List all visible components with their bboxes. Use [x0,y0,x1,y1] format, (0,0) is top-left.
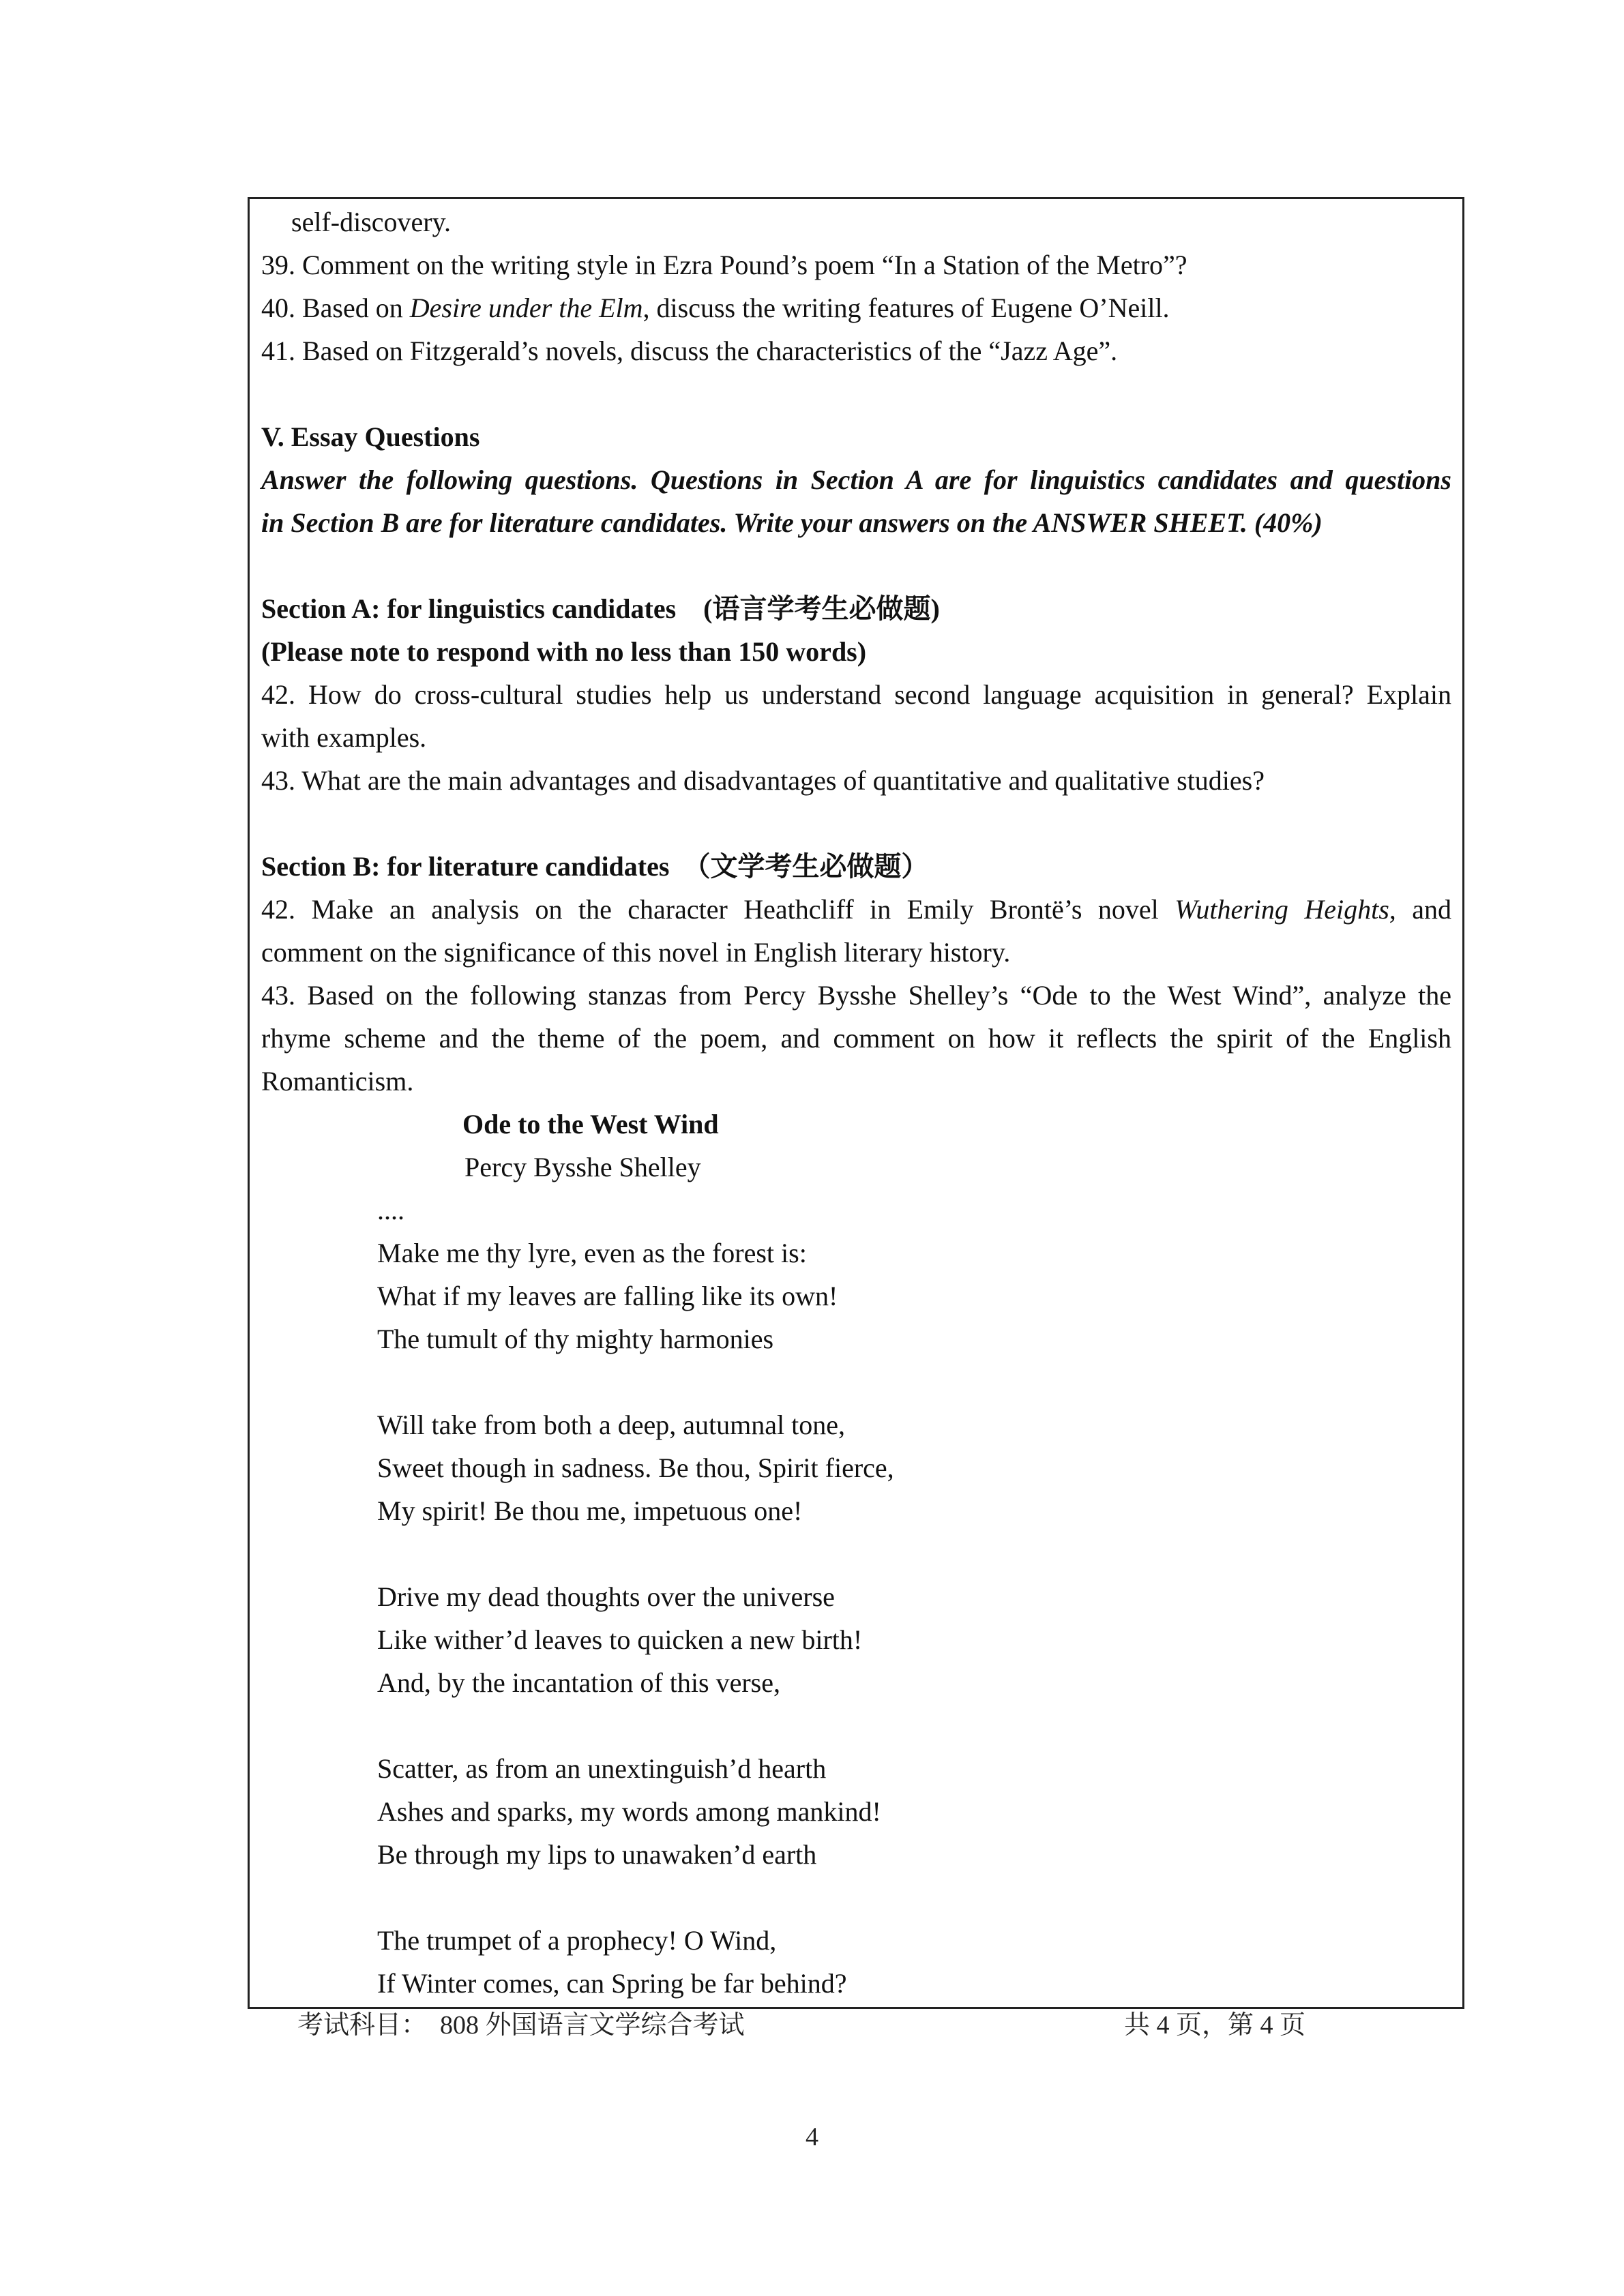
section-a-q42-line2: with examples. [261,722,427,753]
poem-line: If Winter comes, can Spring be far behind? [377,1968,847,1999]
sb-q42-novel-title: Wuthering Heights, [1175,894,1396,925]
poem-line: Sweet though in sadness. Be thou, Spirit fierce, [377,1452,894,1483]
footer-page-count: 共 4 页，第 4 页 [1124,2011,1306,2040]
question-40 [261,286,1451,329]
poem-line: The tumult of thy mighty harmonies [377,1324,774,1354]
essay-heading: V. Essay Questions [261,421,480,452]
essay-instruction-2: in Section B are for literature candidates. Write your answers on the ANSWER SHEET. (40%) [261,507,1323,538]
section-a-q42-line1: 42. How do cross-cultural studies help us understand second language acquisition in general? Explain [261,679,1451,710]
essay-instruction-1: Answer the following questions. Questions in Section A are for linguistics candidates and questions [261,464,1451,495]
section-b-q43-line3: Romanticism. [261,1066,414,1097]
poem-title: Ode to the West Wind [462,1109,719,1139]
sb-q42-suffix: and [1396,894,1451,925]
section-b-q42-line1 [261,888,1451,931]
q40-prefix: 40. Based on [261,293,410,323]
poem-line: Drive my dead thoughts over the universe [377,1581,835,1612]
section-b-q43-line2: rhyme scheme and the theme of the poem, and comment on how it reflects the spirit of the English [261,1023,1451,1054]
section-a-note: (Please note to respond with no less than 150 words) [261,636,867,667]
poem-ellipsis: .... [377,1195,404,1225]
section-b-heading: Section B: for literature candidates （文学考生必做题） [261,851,929,882]
section-a-heading: Section A: for linguistics candidates (语言学考生必做题) [261,593,940,624]
poem-author: Percy Bysshe Shelley [464,1152,701,1182]
sb-q42-prefix: 42. Make an analysis on the character Heathcliff in Emily Brontë’s novel [261,894,1175,925]
poem-line: Scatter, as from an unextinguish’d hearth [377,1753,827,1784]
section-b-q42-line2: comment on the significance of this novel in English literary history. [261,937,1011,968]
q38-continuation: self-discovery. [291,207,451,237]
question-41: 41. Based on Fitzgerald’s novels, discuss the characteristics of the “Jazz Age”. [261,336,1118,366]
poem-line: Ashes and sparks, my words among mankind! [377,1796,881,1827]
section-a-q43: 43. What are the main advantages and disadvantages of quantitative and qualitative studies? [261,765,1265,796]
poem-line: Be through my lips to unawaken’d earth [377,1839,817,1870]
poem-line: Like wither’d leaves to quicken a new birth! [377,1624,863,1655]
section-b-q43-line1: 43. Based on the following stanzas from Percy Bysshe Shelley’s “Ode to the West Wind”, analyze the [261,980,1451,1011]
poem-line: And, by the incantation of this verse, [377,1667,780,1698]
poem-line: Make me thy lyre, even as the forest is: [377,1238,807,1268]
poem-line: The trumpet of a prophecy! O Wind, [377,1925,777,1956]
poem-line: My spirit! Be thou me, impetuous one! [377,1495,803,1526]
exam-content [261,200,1451,2005]
q40-suffix: , discuss the writing features of Eugene O’Neill. [643,293,1170,323]
question-39: 39. Comment on the writing style in Ezra Pound’s poem “In a Station of the Metro”? [261,250,1187,280]
q40-work-title: Desire under the Elm [409,293,643,323]
footer-subject: 考试科目： 808 外国语言文学综合考试 [297,2011,745,2040]
poem-line: What if my leaves are falling like its own! [377,1281,838,1311]
page-number: 4 [806,2123,818,2151]
poem-line: Will take from both a deep, autumnal tone, [377,1410,845,1440]
